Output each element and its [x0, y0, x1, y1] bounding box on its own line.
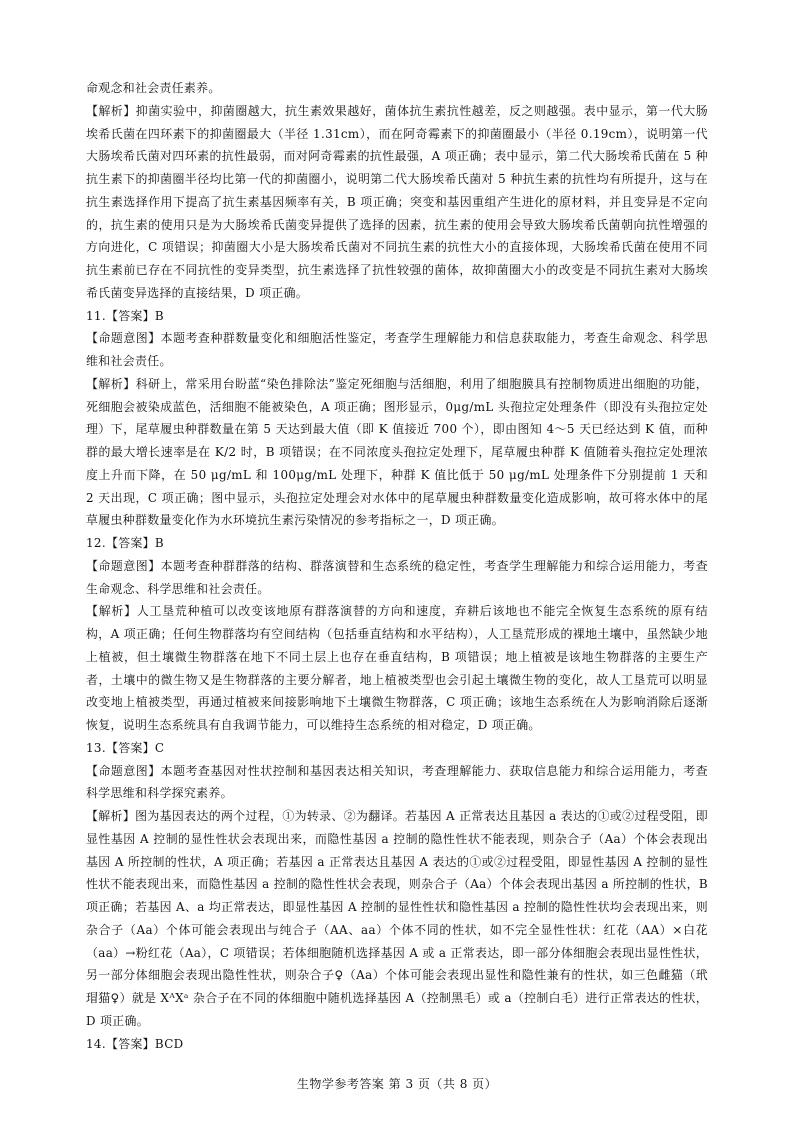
answer-line: 11.【答案】B [86, 308, 165, 323]
answer-line: 12.【答案】B [86, 536, 165, 550]
answer-line: 14.【答案】BCD [86, 1036, 184, 1051]
page-footer: 生物学参考答案 第 3 页（共 8 页） [296, 1077, 498, 1091]
analysis-paragraph: 【解析】人工垦荒种植可以改变该地原有群落演替的方向和速度，弃耕后该地也不能完全恢复生态系统的原有结构，A 项正确；任何生物群落均有空间结构（包括垂直结构和水平结构），人工垦荒形成的裸地土壤中，虽然缺少地上植被，但土壤微生物群落在地下不同土层上也存在垂直结构，B 项错误；地上植被是该地生物群落的主要生产者，土壤中的微生物又是生物群落的主要分解者，地上植被类型也会引起土壤微生物的变化，故人工垦荒可以明显改变地上植被类型，再通过植被来间接影响地下土壤微生物群落，C 项正确；该地生态系统在人为影响消除后逐渐恢复，说明生态系统具有自我调节能力，可以维持生态系统的相对稳定，D 项正确。 [86, 604, 708, 732]
answer-line: 13.【答案】C [86, 740, 165, 755]
answer-content [86, 77, 708, 1055]
analysis-paragraph: 【解析】科研上，常采用台盼蓝“染色排除法”鉴定死细胞与活细胞，利用了细胞膜具有控制物质进出细胞的功能，死细胞会被染成蓝色，活细胞不能被染色，A 项正确；图形显示，0μg/mL 头孢拉定处理条件（即没有头孢拉定处理）下，尾草履虫种群数量在第 5 天达到最大值（即 K 值接近 700 个），即由图知 4～5 天已经达到 K 值，而种群的最大增长速率是在 K/2 时，B 项错误；在不同浓度头孢拉定处理下，尾草履虫种群 K 值随着头孢拉定处理浓度上升而下降，在 50 μg/mL 和 100μg/mL 处理下，种群 K 值比低于 50 μg/mL 处理条件下分别提前 1 天和 2 天出现，C 项正确；图中显示，头孢拉定处理会对水体中的尾草履虫种群数量变化造成影响，故可将水体中的尾草履虫种群数量变化作为水环境抗生素污染情况的参考指标之一，D 项正确。 [86, 376, 708, 528]
intent-paragraph: 【命题意图】本题考查种群数量变化和细胞活性鉴定，考查学生理解能力和信息获取能力，考查生命观念、科学思维和社会责任。 [86, 331, 708, 368]
paragraph: 命观念和社会责任素养。 [86, 81, 221, 95]
analysis-paragraph: 【解析】图为基因表达的两个过程，①为转录、②为翻译。若基因 A 正常表达且基因 a 表达的①或②过程受阻，即显性基因 A 控制的显性性状会表现出来，而隐性基因 a 控制的隐性性状不能表现，则杂合子（Aa）个体会表现出基因 A 所控制的性状，A 项正确；若基因 a 正常表达且基因 A 表达的①或②过程受阻，即显性基因 A 控制的显性性状不能表现出来，而隐性基因 a 控制的隐性性状会表现，则杂合子（Aa）个体会表现出基因 a 所控制的性状，B 项正确；若基因 A、a 均正常表达，即显性基因 A 控制的显性性状和隐性基因 a 控制的隐性性状均会表现出来，则杂合子（Aa）个体可能会表现出与纯合子（AA、aa）个体不同的性状，如不完全显性性状：红花（AA）×白花（aa）→粉红花（Aa），C 项错误；若体细胞随机选择基因 A 或 a 正常表达，即一部分体细胞会表现出显性性状，另一部分体细胞会表现出隐性性状，则杂合子♀（Aa）个体可能会表现出显性和隐性兼有的性状，如三色雌猫（玳瑁猫♀）就是 XᴬXᵃ 杂合子在不同的体细胞中随机选择基因 A（控制黑毛）或 a（控制白毛）进行正常表达的性状，D 项正确。 [86, 809, 708, 1028]
intent-paragraph: 【命题意图】本题考查种群群落的结构、群落演替和生态系统的稳定性，考查学生理解能力和综合运用能力，考查生命观念、科学思维和社会责任。 [86, 558, 708, 596]
analysis-paragraph: 【解析】抑菌实验中，抑菌圈越大，抗生素效果越好，菌体抗生素抗性越差，反之则越强。表中显示，第一代大肠埃希氏菌在四环素下的抑菌圈最大（半径 1.31cm），而在阿奇霉素下的抑菌圈最小（半径 0.19cm），说明第一代大肠埃希氏菌对四环素的抗性最弱，而对阿奇霉素的抗性最强，A 项正确；表中显示，第二代大肠埃希氏菌在 5 种抗生素下的抑菌圈半径均比第一代的抑菌圈小，说明第二代大肠埃希氏菌对 5 种抗生素的抗性均有所提升，这与在抗生素选择作用下提高了抗生素基因频率有关，B 项正确；突变和基因重组产生进化的原材料，并且变异是不定向的，抗生素的使用只是为大肠埃希氏菌变异提供了选择的因素，抗生素的使用会导致大肠埃希氏菌朝向抗性增强的方向进化，C 项错误；抑菌圈大小是大肠埃希氏菌对不同抗生素的抗性大小的直接体现，大肠埃希氏菌在使用不同抗生素前已存在不同抗性的变异类型，抗生素选择了抗性较强的菌体，故抑菌圈大小的改变是不同抗生素对大肠埃希氏菌变异选择的直接结果，D 项正确。 [86, 103, 708, 300]
intent-paragraph: 【命题意图】本题考查基因对性状控制和基因表达相关知识，考查理解能力、获取信息能力和综合运用能力，考查科学思维和科学探究素养。 [86, 763, 708, 801]
